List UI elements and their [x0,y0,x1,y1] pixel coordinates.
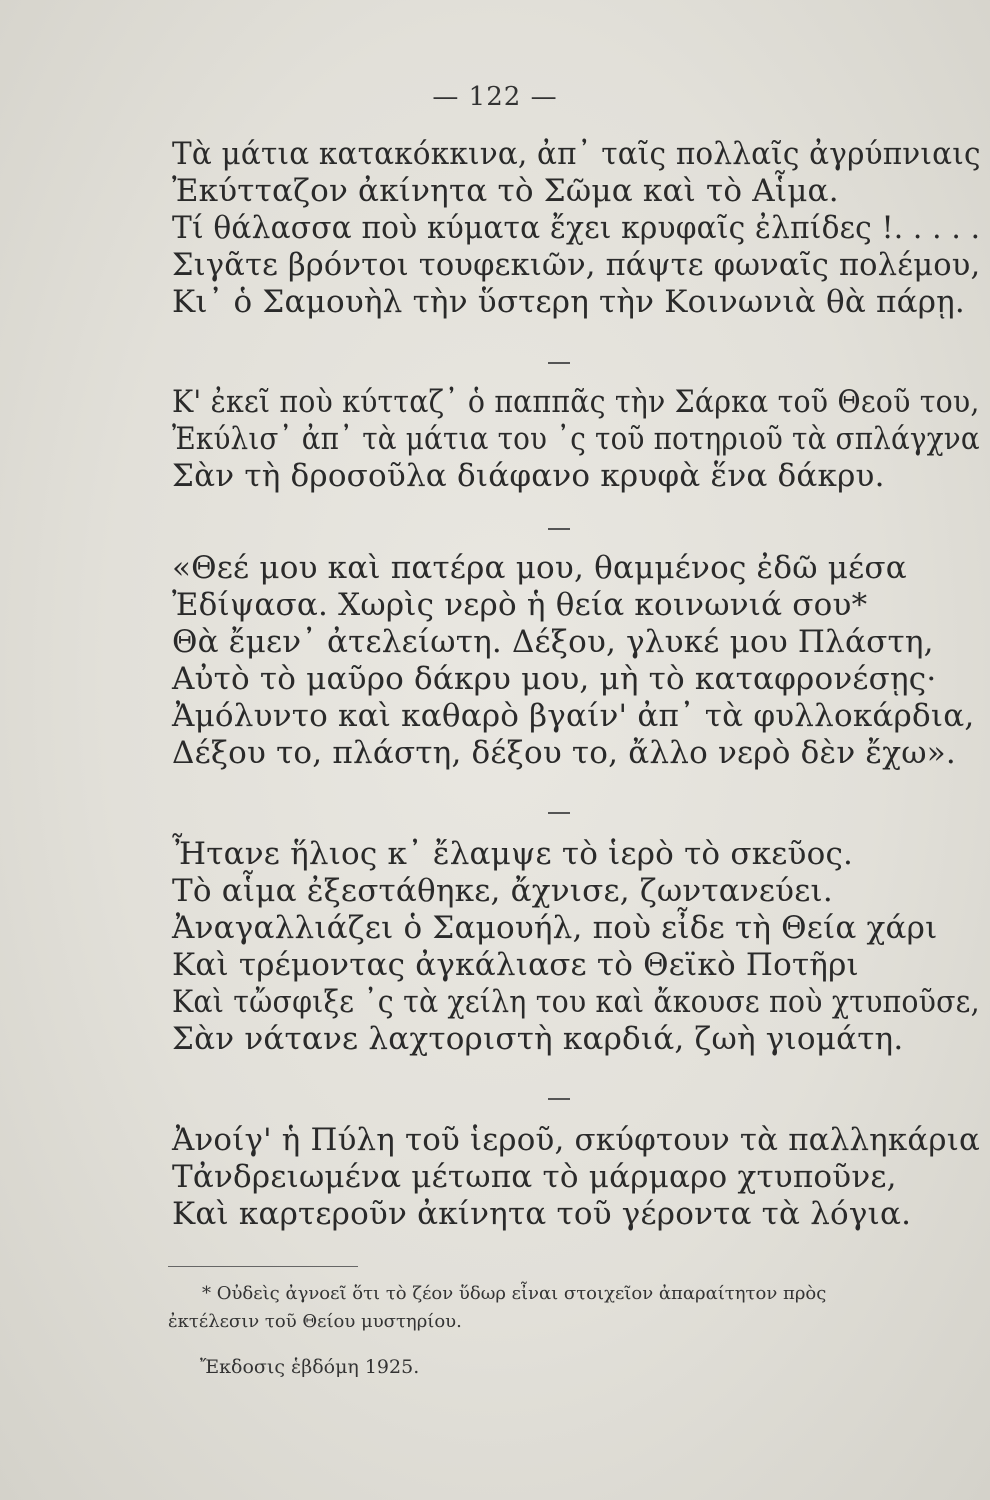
stanza-4 [172,836,980,1058]
poem-line: Ἀναγαλλιάζει ὁ Σαμουήλ, ποὺ εἶδε τὴ Θεία χάρι [172,910,938,946]
poem-line: Κι᾿ ὁ Σαμουὴλ τὴν ὕστερη τὴν Κοινωνιὰ θὰ πάρῃ. [172,284,965,320]
poem-line: Τἀνδρειωμένα μέτωπα τὸ μάρμαρο χτυποῦνε, [172,1159,897,1195]
stanza-separator [548,812,570,814]
footnote-line: ἐκτέλεσιν τοῦ Θείου μυστηρίου. [168,1311,462,1332]
poem-line: Θὰ ἔμεν᾿ ἀτελείωτη. Δέξου, γλυκέ μου Πλάστη, [172,624,934,660]
poem-line: Καὶ τὤσφιξε ᾿ς τὰ χείλη του καὶ ἄκουσε ποὺ χτυποῦσε, [172,984,980,1020]
stanza-1 [172,136,981,321]
stanza-2 [172,384,980,495]
footnote-line: * Οὐδεὶς ἀγνοεῖ ὅτι τὸ ζέον ὕδωρ εἶναι στοιχεῖον ἀπαραίτητον πρὸς [202,1283,827,1304]
stanza-separator [548,1098,570,1100]
poem-line: Ἀνοίγ' ἡ Πύλη τοῦ ἱεροῦ, σκύφτουν τὰ παλληκάρια [172,1122,981,1158]
poem-line: «Θεέ μου καὶ πατέρα μου, θαμμένος ἐδῶ μέσα [172,550,907,586]
poem-line: Τὸ αἷμα ἐξεστάθηκε, ἄχνισε, ζωντανεύει. [172,873,833,909]
poem-line: Αὐτὸ τὸ μαῦρο δάκρυ μου, μὴ τὸ καταφρονέσῃς· [172,661,937,697]
footnote-rule [168,1266,358,1267]
poem-line: Τὰ μάτια κατακόκκινα, ἀπ᾿ ταῖς πολλαῖς ἀγρύπνιαις [172,136,981,172]
stanza-5 [172,1122,981,1233]
poem-line: Τί θάλασσα ποὺ κύματα ἔχει κρυφαῖς ἐλπίδες !. . . . . [172,210,981,246]
poem-line: Σὰν νάτανε λαχτοριστὴ καρδιά, ζωὴ γιομάτη. [172,1021,904,1057]
poem-line: Ἐκύτταζον ἀκίνητα τὸ Σῶμα καὶ τὸ Αἷμα. [172,173,839,209]
poem-line: Κ' ἐκεῖ ποὺ κύτταζ᾿ ὁ παππᾶς τὴν Σάρκα τοῦ Θεοῦ του, [172,384,980,420]
poem-line: Καὶ καρτεροῦν ἀκίνητα τοῦ γέροντα τὰ λόγια. [172,1196,912,1232]
poem-line: Δέξου το, πλάστη, δέξου το, ἄλλο νερὸ δὲν ἔχω». [172,735,956,771]
stanza-separator [548,362,570,364]
poem-line: Σὰν τὴ δροσοῦλα διάφανο κρυφὰ ἕνα δάκρυ. [172,458,885,494]
poem-line: Ἦτανε ἥλιος κ᾿ ἔλαμψε τὸ ἱερὸ τὸ σκεῦος. [172,836,854,872]
poem-line: Ἀμόλυντο καὶ καθαρὸ βγαίν' ἀπ᾿ τὰ φυλλοκάρδια, [172,698,975,734]
edition-note: Ἔκδοσις ἑβδόμη 1925. [200,1356,420,1378]
stanza-separator [548,528,570,530]
poem-line: Καὶ τρέμοντας ἀγκάλιασε τὸ Θεϊκὸ Ποτῆρι [172,947,859,983]
poem-line: Ἐδίψασα. Χωρὶς νερὸ ἡ θεία κοινωνιά σου* [172,587,868,623]
poem-line: Ἐκύλισ᾿ ἀπ᾿ τὰ μάτια του ᾿ς τοῦ ποτηριοῦ τὰ σπλάγχνα [172,421,980,457]
stanza-3 [172,550,975,772]
footnote [168,1280,968,1336]
poem-line: Σιγᾶτε βρόντοι τουφεκιῶν, πάψτε φωναῖς πολέμου, [172,247,981,283]
page-number: — 122 — [432,82,558,112]
